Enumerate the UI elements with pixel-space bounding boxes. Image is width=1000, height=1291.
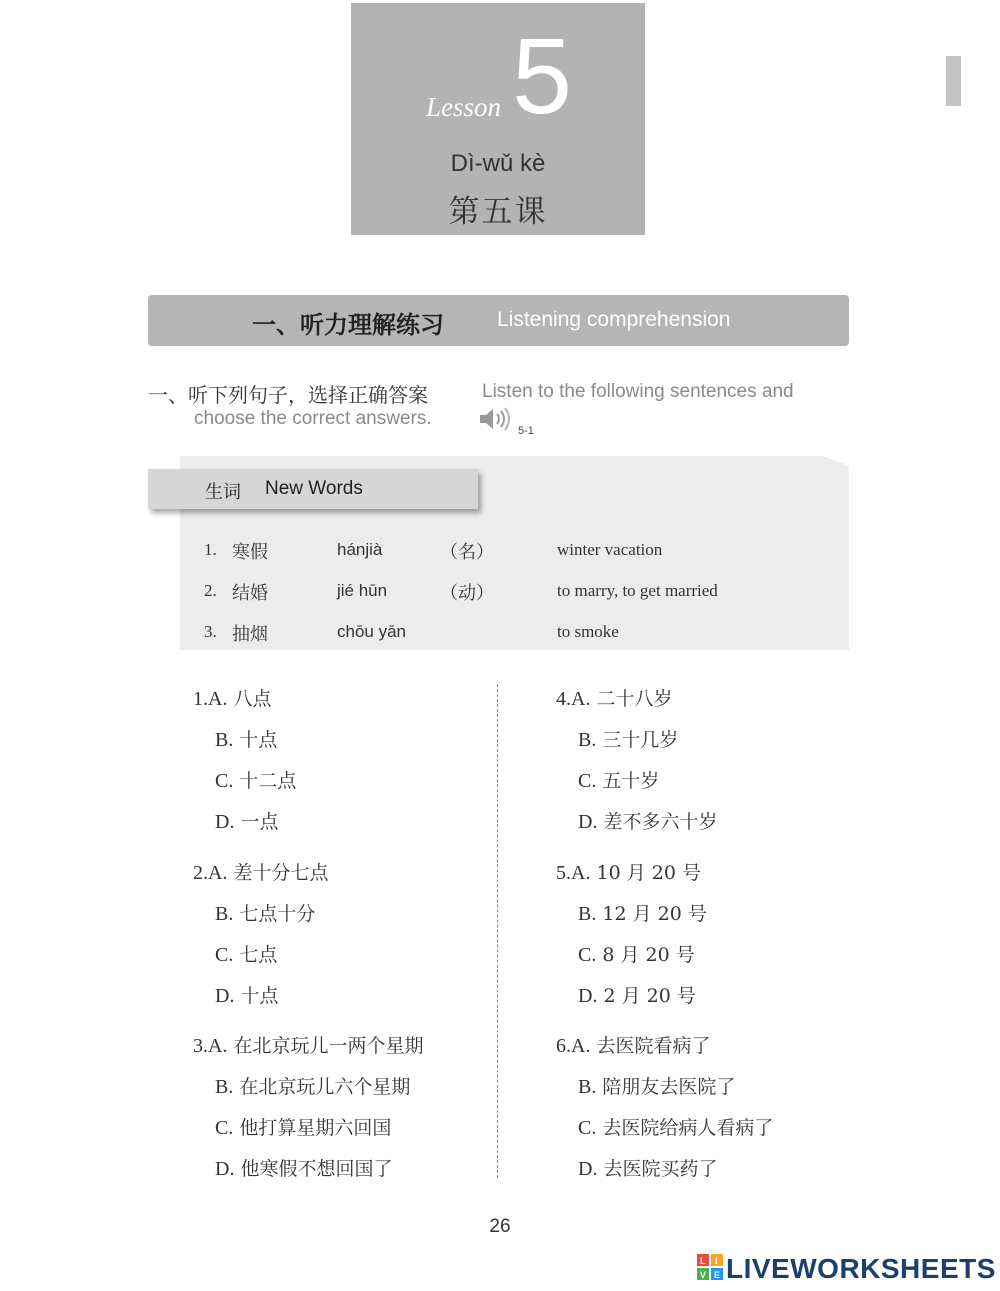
word-number: 2. [204, 581, 217, 600]
question-number: 1. [193, 688, 208, 710]
word-hanzi: 寒假 [232, 542, 268, 563]
option-text: 他寒假不想回国了 [240, 1158, 393, 1180]
question-1-option-c[interactable] [215, 766, 296, 793]
question-4-option-a[interactable] [556, 684, 673, 711]
option-text: 8 月 20 号 [602, 944, 695, 966]
option-text: 十点 [240, 985, 279, 1007]
option-text: 七点 [239, 944, 278, 966]
option-label: B. [215, 729, 234, 751]
option-label: B. [215, 903, 234, 925]
option-label: C. [578, 1117, 597, 1139]
question-1-option-a[interactable] [193, 684, 272, 711]
option-label: B. [215, 1076, 234, 1098]
section-title-en: Listening comprehension [497, 308, 731, 331]
option-label: D. [578, 1158, 598, 1180]
speaker-icon[interactable] [478, 405, 512, 433]
instruction-en-line2: choose the correct answers. [194, 408, 432, 429]
question-1-option-d[interactable] [215, 807, 279, 834]
question-number: 3. [193, 1035, 208, 1057]
option-text: 差不多六十岁 [603, 811, 718, 833]
svg-text:I: I [715, 1256, 718, 1266]
option-label: A. [208, 1035, 228, 1057]
option-text: 10 月 20 号 [596, 862, 701, 884]
option-label: C. [578, 944, 597, 966]
instruction-cn: 一、听下列句子，选择正确答案 [148, 383, 428, 407]
word-number: 3. [204, 622, 217, 641]
question-2-option-a[interactable] [193, 858, 329, 885]
word-pinyin: chōu yān [337, 622, 406, 641]
lesson-pinyin: Dì-wǔ kè [450, 150, 546, 177]
question-4-option-d[interactable] [578, 807, 718, 834]
option-label: C. [215, 770, 234, 792]
word-pinyin: hánjià [337, 540, 383, 559]
option-label: B. [578, 729, 597, 751]
word-part-of-speech: （名） [440, 542, 494, 563]
option-label: A. [571, 688, 591, 710]
question-2-option-d[interactable] [215, 981, 279, 1008]
svg-text:L: L [700, 1256, 706, 1266]
option-text: 七点十分 [239, 903, 316, 925]
option-text: 陪朋友去医院了 [602, 1076, 736, 1098]
word-hanzi: 结婚 [232, 583, 268, 604]
question-5-option-c[interactable] [578, 940, 695, 967]
word-english: to smoke [557, 622, 619, 641]
question-6-option-c[interactable] [578, 1113, 773, 1140]
question-number: 6. [556, 1035, 571, 1057]
option-text: 一点 [240, 811, 279, 833]
column-divider [497, 684, 498, 1178]
question-6-option-b[interactable] [578, 1072, 735, 1099]
lesson-number: 5 [512, 15, 573, 136]
option-text: 八点 [233, 688, 272, 710]
word-english: to marry, to get married [557, 581, 718, 600]
option-text: 去医院买药了 [603, 1158, 718, 1180]
question-number: 2. [193, 862, 208, 884]
option-label: C. [578, 770, 597, 792]
question-6-option-a[interactable] [556, 1031, 711, 1058]
instruction-en-line1: Listen to the following sentences and [482, 381, 794, 402]
page-number: 26 [489, 1216, 511, 1237]
option-label: A. [208, 688, 228, 710]
word-part-of-speech: （动） [440, 583, 494, 604]
page-edge-tab [946, 56, 961, 106]
option-label: C. [215, 944, 234, 966]
option-label: B. [578, 903, 597, 925]
liveworksheets-logo-icon [697, 1254, 723, 1280]
option-label: A. [571, 1035, 591, 1057]
new-words-title-en: New Words [265, 478, 363, 499]
question-1-option-b[interactable] [215, 725, 277, 752]
option-text: 2 月 20 号 [603, 985, 696, 1007]
question-5-option-b[interactable] [578, 899, 707, 926]
question-6-option-d[interactable] [578, 1154, 718, 1181]
question-3-option-b[interactable] [215, 1072, 410, 1099]
svg-text:V: V [700, 1270, 707, 1280]
question-3-option-a[interactable] [193, 1031, 424, 1058]
option-label: C. [215, 1117, 234, 1139]
option-label: D. [578, 985, 598, 1007]
question-5-option-d[interactable] [578, 981, 696, 1008]
word-hanzi: 抽烟 [232, 624, 268, 645]
question-number: 4. [556, 688, 571, 710]
word-english: winter vacation [557, 540, 663, 559]
option-text: 12 月 20 号 [602, 903, 707, 925]
new-words-title-cn: 生词 [205, 482, 241, 503]
option-text: 差十分七点 [233, 862, 329, 884]
word-pinyin: jié hūn [337, 581, 388, 600]
option-text: 去医院看病了 [596, 1035, 711, 1057]
option-text: 他打算星期六回国 [239, 1117, 392, 1139]
question-2-option-c[interactable] [215, 940, 277, 967]
section-title-cn: 一、听力理解练习 [252, 311, 444, 339]
question-4-option-c[interactable] [578, 766, 659, 793]
option-label: B. [578, 1076, 597, 1098]
svg-text:E: E [714, 1270, 721, 1280]
option-text: 在北京玩儿六个星期 [239, 1076, 411, 1098]
word-number: 1. [204, 540, 217, 559]
lesson-word: Lesson [426, 92, 502, 122]
option-text: 去医院给病人看病了 [602, 1117, 774, 1139]
question-2-option-b[interactable] [215, 899, 315, 926]
option-label: A. [571, 862, 591, 884]
question-3-option-d[interactable] [215, 1154, 393, 1181]
lesson-chinese-title: 第五课 [448, 194, 548, 230]
question-5-option-a[interactable] [556, 858, 701, 885]
question-number: 5. [556, 862, 571, 884]
option-text: 在北京玩儿一两个星期 [233, 1035, 424, 1057]
option-label: D. [215, 1158, 235, 1180]
option-label: A. [208, 862, 228, 884]
audio-track-ref: 5-1 [518, 425, 534, 437]
option-text: 十点 [239, 729, 278, 751]
question-3-option-c[interactable] [215, 1113, 391, 1140]
option-text: 二十八岁 [596, 688, 673, 710]
option-label: D. [578, 811, 598, 833]
option-text: 三十几岁 [602, 729, 679, 751]
option-text: 五十岁 [602, 770, 660, 792]
option-label: D. [215, 985, 235, 1007]
option-label: D. [215, 811, 235, 833]
question-4-option-b[interactable] [578, 725, 678, 752]
liveworksheets-brand: LIVEWORKSHEETS [726, 1253, 996, 1284]
option-text: 十二点 [239, 770, 297, 792]
